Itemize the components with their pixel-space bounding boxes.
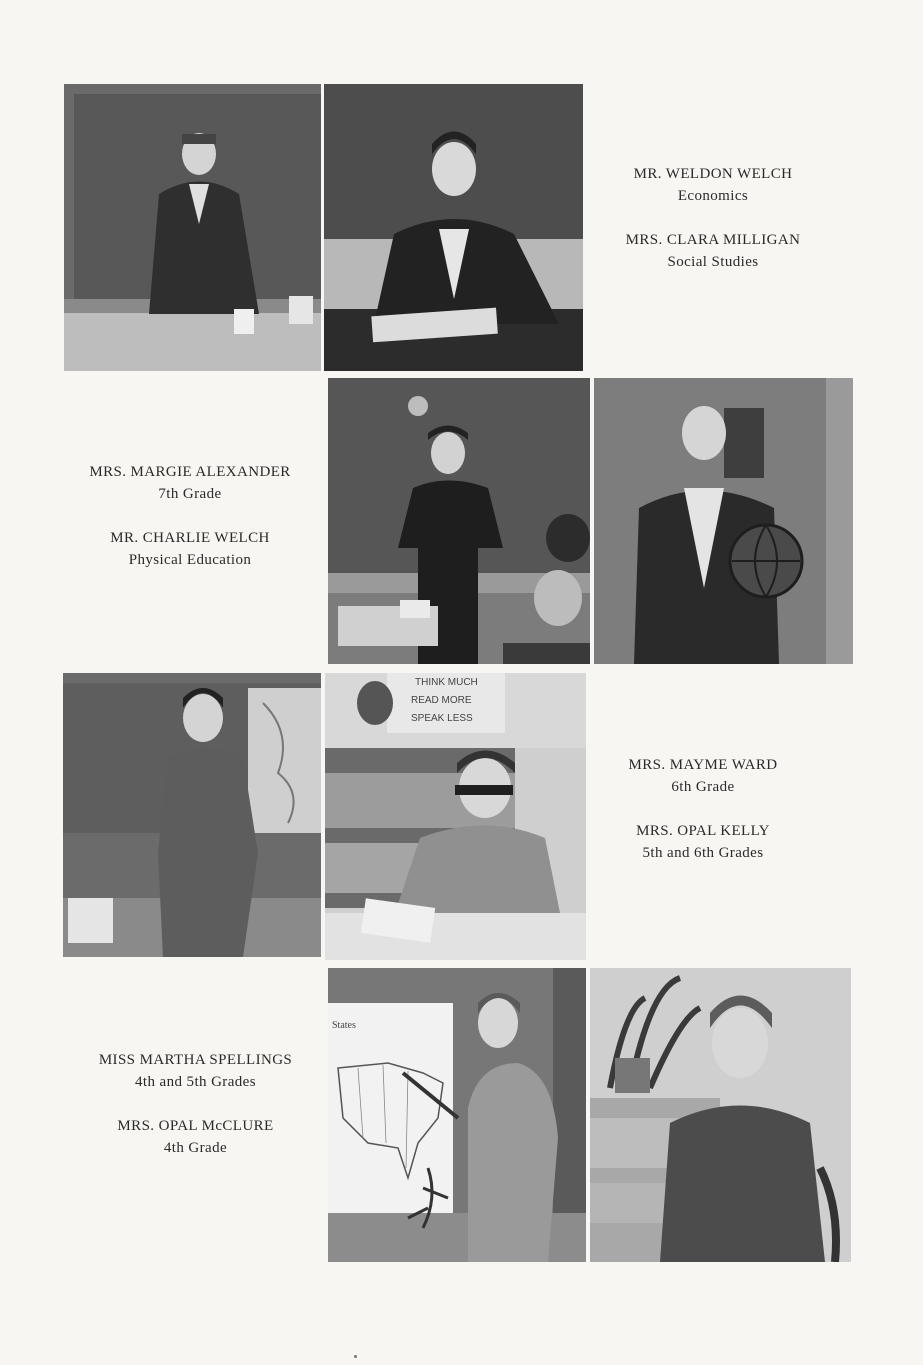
sign-line-2: READ MORE [411,695,472,706]
teacher-subject: 4th and 5th Grades [135,1074,256,1090]
teacher-name: MRS. OPAL McCLURE [117,1118,274,1134]
teacher-subject: 7th Grade [158,486,222,502]
teacher-subject: 4th Grade [163,1140,228,1156]
caption-group-row-3 [593,754,813,864]
teacher-name: MR. WELDON WELCH [633,166,793,182]
photo-martha-spellings [328,968,586,1262]
teacher-subject: 6th Grade [671,779,735,795]
teacher-subject: Social Studies [667,254,759,270]
photo-clara-milligan [324,84,583,371]
photo-margie-alexander [328,378,590,664]
teacher-name: MRS. CLARA MILLIGAN [625,232,801,248]
photo-weldon-welch [64,84,321,371]
teacher-subject: Physical Education [128,552,252,568]
caption-group-row-1 [593,163,833,273]
teacher-name: MR. CHARLIE WELCH [110,530,270,546]
caption-group-row-4 [63,1049,328,1159]
sign-line-1: THINK MUCH [415,677,478,688]
page-mark [354,1355,357,1358]
caption-group-row-2 [60,461,320,571]
teacher-subject: Economics [677,188,749,204]
photo-mayme-ward [63,673,321,957]
photo-opal-kelly [325,673,586,960]
photo-opal-mcclure [590,968,851,1262]
sign-line-3: SPEAK LESS [411,713,473,724]
photo-charlie-welch [594,378,853,664]
teacher-name: MRS. MAYME WARD [628,757,778,773]
map-label: States [332,1020,356,1031]
teacher-name: MRS. OPAL KELLY [636,823,770,839]
teacher-subject: 5th and 6th Grades [642,845,764,861]
teacher-name: MISS MARTHA SPELLINGS [98,1052,293,1068]
teacher-name: MRS. MARGIE ALEXANDER [89,464,291,480]
